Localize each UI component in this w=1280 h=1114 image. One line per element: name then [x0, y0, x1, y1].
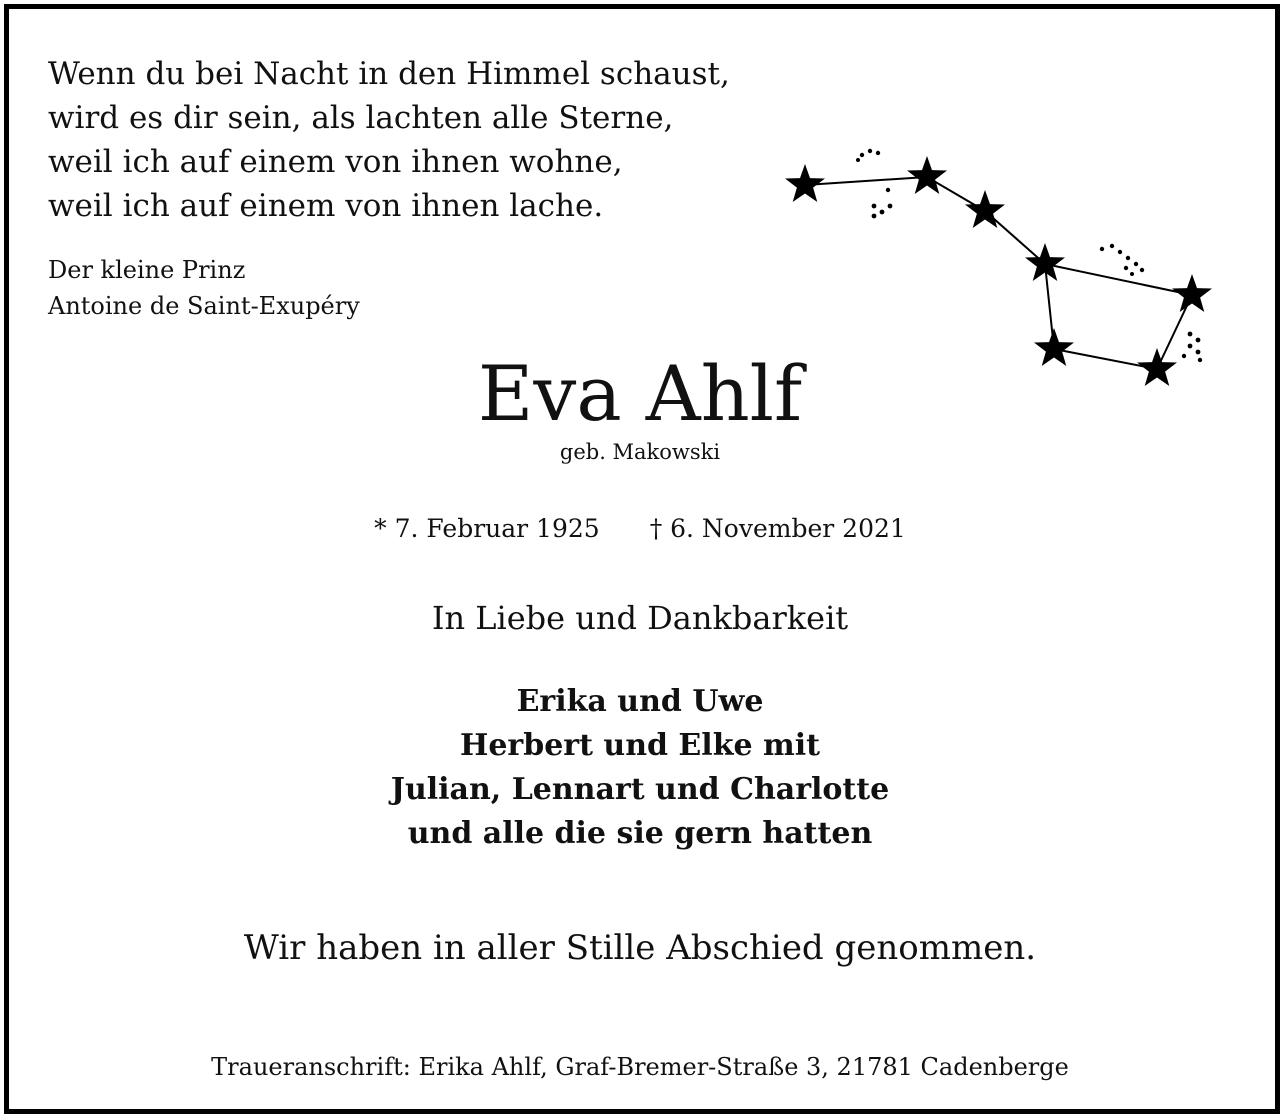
star-icon [785, 164, 825, 202]
poem-line: wird es dir sein, als lachten alle Sterne, [48, 100, 674, 136]
family-line: Julian, Lennart und Charlotte [390, 772, 890, 807]
dedication-text: In Liebe und Dankbarkeit [431, 599, 849, 637]
deceased-name: Eva Ahlf [477, 349, 803, 438]
life-dates [0, 512, 1280, 546]
mourning-address: Traueranschrift: Erika Ahlf, Graf-Bremer-Straße 3, 21781 Cadenberge [211, 1053, 1069, 1081]
family-signatures [0, 680, 1280, 856]
poem-line: Wenn du bei Nacht in den Himmel schaust, [48, 56, 730, 92]
farewell-text: Wir haben in aller Stille Abschied genommen. [243, 928, 1037, 968]
star-icon [1025, 243, 1065, 281]
poem-quote [48, 52, 730, 228]
family-line: und alle die sie gern hatten [407, 816, 873, 851]
death-date: † 6. November 2021 [649, 514, 906, 543]
quote-book: Der kleine Prinz [48, 256, 246, 284]
maiden-name: geb. Makowski [559, 440, 721, 464]
poem-line: weil ich auf einem von ihnen lache. [48, 188, 604, 224]
family-line: Erika und Uwe [516, 684, 764, 719]
poem-line: weil ich auf einem von ihnen wohne, [48, 144, 623, 180]
birth-date: * 7. Februar 1925 [374, 514, 600, 543]
family-line: Herbert und Elke mit [459, 728, 821, 763]
star-icon [1172, 274, 1212, 312]
quote-source [48, 252, 360, 324]
quote-author: Antoine de Saint-Exupéry [48, 292, 360, 320]
star-icon [907, 156, 947, 194]
